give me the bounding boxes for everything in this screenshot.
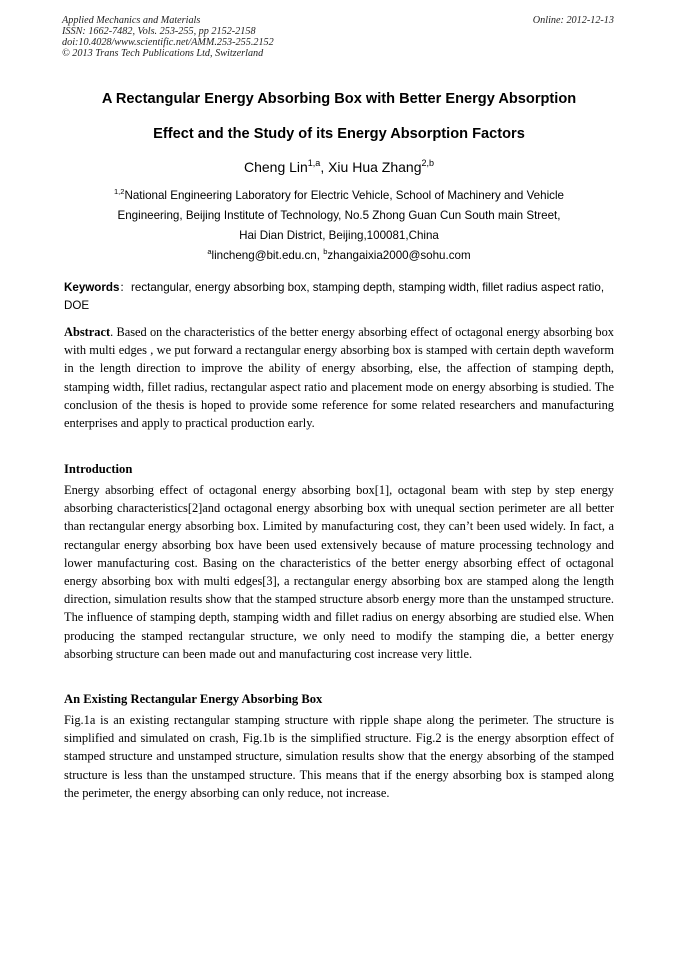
email-b-mark: b [323, 247, 328, 256]
journal-name: Applied Mechanics and Materials [62, 15, 201, 26]
abstract-label: Abstract [64, 325, 111, 339]
abstract-text: . Based on the characteristics of the better energy absorbing effect of octagonal energy absorbing box with multi edges , we put forward a rectangular energy absorbing box is stamped with certain depth waveform in the length direction to improve the ability of energy absorbing, else, the affection of stamping depth, stamping width, fillet radius, rectangular aspect ratio and placement mode on energy absorbing is studied. The conclusion of the thesis is hoped to provide some reference for some related researchers and manufacturing enterprises and apply to practical production early. [64, 325, 614, 431]
journal-header [62, 15, 614, 59]
keywords-block [64, 279, 614, 315]
author-2: Xiu Hua Zhang [328, 159, 422, 175]
email-line [60, 247, 618, 265]
existing-box-paragraph: Fig.1a is an existing rectangular stamping structure with ripple shape along the perimeter. The structure is simplified and simulated on crash, Fig.1b is the simplified structure. Fig.2 is the energy absorption effect of stamped structure and unstamped structure, simulation results show that the energy absorbing of the stamped structure is less than the unstamped structure. This means that if the energy absorbing box is stamped along the perimeter, the energy absorbing can only reduce, not increase. [64, 713, 614, 800]
author-list [40, 158, 638, 176]
author-2-affiliation-mark: 2,b [421, 158, 435, 168]
email-b: zhangaixia2000@sohu.com [327, 249, 471, 262]
email-a: lincheng@bit.edu.cn, [211, 249, 324, 262]
introduction-paragraph: Energy absorbing effect of octagonal energy absorbing box[1], octagonal beam with step by step energy absorbing characteristics[2]and octagonal energy absorbing box with unequal section perimeter are all better than rectangular energy absorbing box. Limited by manufacturing cost, they can’t been used widely. In fact, a rectangular energy absorbing box have been used extensively because of mature processing technology and lower manufacturing cost. Basing on the characteristics of the better energy absorbing effect of octagonal energy absorbing box with multi edges[3], a rectangular energy absorbing box are stamped along the length direction, simulation results show that the stamped structure absorb energy more than the unstamped structure. The influence of stamping depth, stamping width and fillet radius on energy absorbing are studied else. When producing the stamped rectangular structure, we only need to modify the stamping die, a better energy absorbing structure can been made out and manufacturing cost increase very little. [64, 483, 614, 661]
affiliation-line-2: Engineering, Beijing Institute of Technology, No.5 Zhong Guan Cun South main Street, [117, 209, 561, 222]
online-date: Online: 2012-12-13 [532, 15, 614, 26]
author-separator: , [320, 159, 329, 175]
doi-line: doi:10.4028/www.scientific.net/AMM.253-255.2152 [62, 37, 274, 48]
author-1: Cheng Lin [243, 159, 308, 175]
affiliation-line-1: National Engineering Laboratory for Electric Vehicle, School of Machinery and Vehicle [124, 189, 564, 202]
existing-box-heading: An Existing Rectangular Energy Absorbing Box [64, 692, 323, 706]
keywords-label: Keywords [64, 281, 120, 294]
affiliation-mark: 1,2 [114, 187, 125, 196]
affiliation-line-3: Hai Dian District, Beijing,100081,China [239, 229, 439, 242]
copyright-line: © 2013 Trans Tech Publications Ltd, Switzerland [62, 48, 264, 59]
title-line-2: Effect and the Study of its Energy Absorption Factors [153, 126, 525, 142]
author-1-affiliation-mark: 1,a [307, 158, 321, 168]
keywords-text: ：rectangular, energy absorbing box, stamping depth, stamping width, fillet radius aspect ratio, DOE [64, 281, 605, 312]
title-line-1: A Rectangular Energy Absorbing Box with Better Energy Absorption [101, 91, 577, 107]
affiliation [60, 186, 618, 246]
email-a-mark: a [207, 247, 212, 256]
introduction-heading: Introduction [64, 462, 133, 476]
abstract-paragraph [64, 323, 614, 432]
issn-line: ISSN: 1662-7482, Vols. 253-255, pp 2152-2158 [62, 26, 256, 37]
